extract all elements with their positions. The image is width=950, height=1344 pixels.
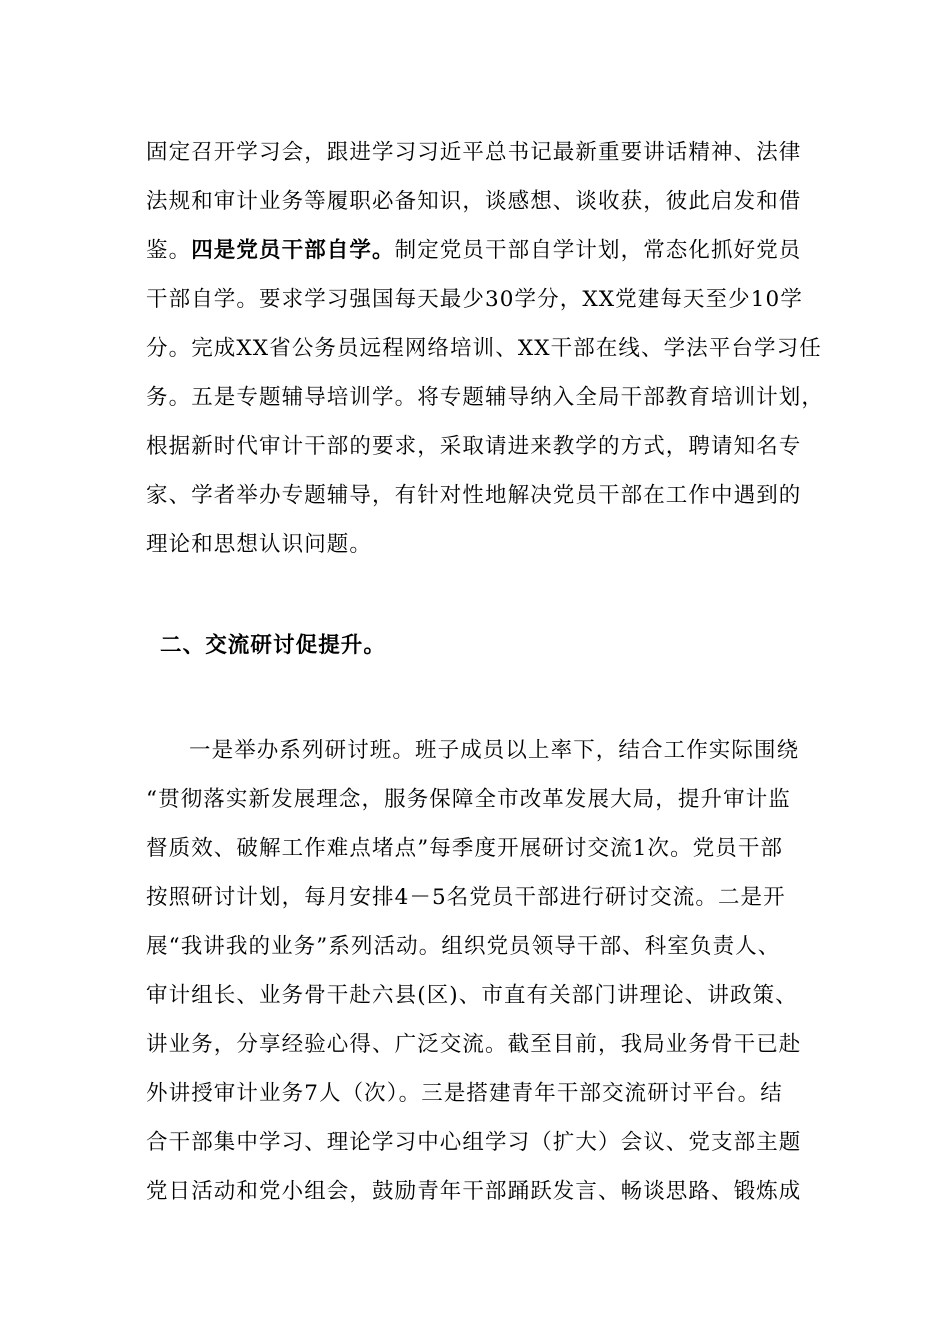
paragraph-text: 制定党员干部自学计划，常态化抓好党员 [394,238,802,263]
paragraph-line-first: 一是举办系列研讨班。班子成员以上率下，结合工作实际围绕 [189,738,800,763]
paragraph-line: 固定召开学习会，跟进学习习近平总书记最新重要讲话精神、法律 [146,140,802,165]
paragraph-line: 外讲授审计业务7人（次）。三是搭建青年干部交流研讨平台。结 [146,1081,783,1106]
paragraph-line: 展“我讲我的业务”系列活动。组织党员领导干部、科室负责人、 [146,934,781,959]
paragraph-line: 合干部集中学习、理论学习中心组学习（扩大）会议、党支部主题 [146,1130,802,1155]
paragraph-line: 家、学者举办专题辅导，有针对性地解决党员干部在工作中遇到的 [146,483,802,508]
paragraph-line: “贯彻落实新发展理念，服务保障全市改革发展大局，提升审计监 [146,787,791,812]
paragraph-line: 务。五是专题辅导培训学。将专题辅导纳入全局干部教育培训计划， [146,385,825,410]
paragraph-line: 法规和审计业务等履职必备知识，谈感想、谈收获，彼此启发和借 [146,189,802,214]
paragraph-line: 理论和思想认识问题。 [146,532,373,557]
paragraph-text: 鉴。 [146,238,192,263]
bold-subheading: 四是党员干部自学。 [191,238,395,263]
paragraph-line: 按照研讨计划，每月安排4－5名党员干部进行研讨交流。二是开 [146,885,786,910]
paragraph-line: 分。完成XX省公务员远程网络培训、XX干部在线、学法平台学习任 [146,336,822,361]
paragraph-line-mixed [146,236,816,266]
paragraph-line: 审计组长、业务骨干赴六县(区)、市直有关部门讲理论、讲政策、 [146,983,798,1008]
paragraph-line: 讲业务，分享经验心得、广泛交流。截至目前，我局业务骨干已赴 [146,1032,802,1057]
paragraph-line: 督质效、破解工作难点堵点”每季度开展研讨交流1次。党员干部 [146,836,784,861]
paragraph-line: 根据新时代审计干部的要求，采取请进来教学的方式，聘请知名专 [146,434,802,459]
paragraph-line: 干部自学。要求学习强国每天最少30学分，XX党建每天至少10学 [146,287,803,312]
section-heading: 二、交流研讨促提升。 [160,633,387,658]
paragraph-line: 党日活动和党小组会，鼓励青年干部踊跃发言、畅谈思路、锻炼成 [146,1179,802,1204]
